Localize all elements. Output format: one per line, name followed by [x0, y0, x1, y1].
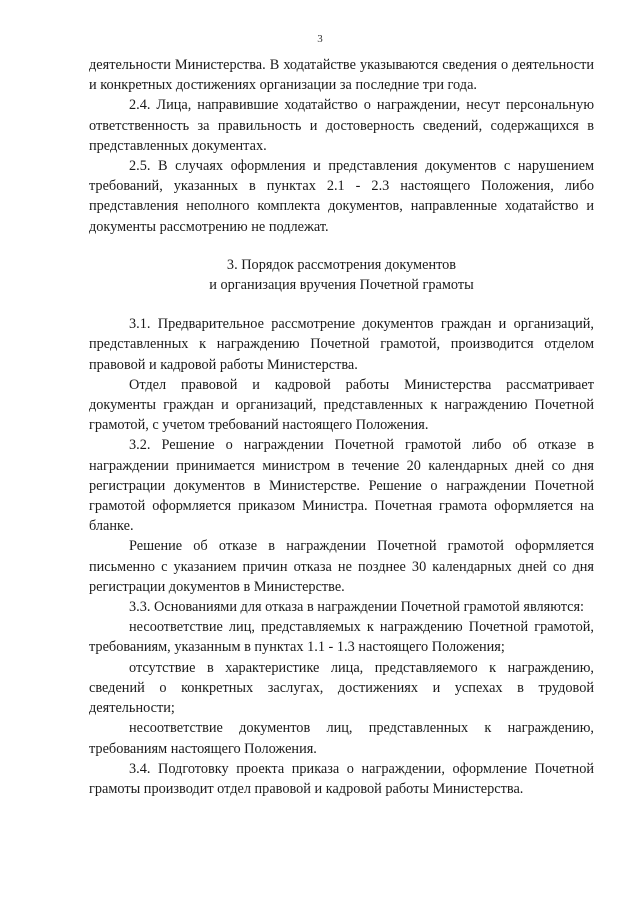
page-number: 3 — [317, 33, 323, 45]
list-item-refusal-reason: несоответствие документов лиц, представленных к награждению, требованиям настоящего Положения. — [89, 720, 594, 757]
document-body — [89, 55, 594, 799]
paragraph-2-4: 2.4. Лица, направившие ходатайство о награждении, несут персональную ответственность за правильность и достоверность сведений, содержащихся в представленных документах. — [89, 97, 594, 154]
section-3-body — [89, 314, 594, 799]
paragraph-3-2-refusal: Решение об отказе в награждении Почетной грамотой оформляется письменно с указанием причин отказа не позднее 30 календарных дней со дня регистрации документов в Министерстве. — [89, 538, 594, 595]
paragraph-3-2: 3.2. Решение о награждении Почетной грамотой либо об отказе в награждении принимается министром в течение 20 календарных дней со дня регистрации документов в Министерстве. Решение о награждении Почетной грамотой оформляется приказом Министра. Почетная грамота оформляется на бланке. — [89, 437, 594, 535]
section-heading-line-2: и организация вручения Почетной грамоты — [209, 277, 474, 294]
list-item-refusal-reason: отсутствие в характеристике лица, представляемого к награждению, сведений о конкретных заслугах, достижениях и успехах в трудовой деятельности; — [89, 659, 594, 717]
paragraph-3-1: 3.1. Предварительное рассмотрение документов граждан и организаций, представленных к награждению Почетной грамотой, производится отделом правовой и кадровой работы Министерства. — [89, 316, 594, 373]
paragraph-3-3: 3.3. Основаниями для отказа в награждении Почетной грамотой являются: — [129, 599, 585, 616]
section-heading — [89, 255, 594, 295]
list-item-refusal-reason: несоответствие лиц, представляемых к награждению Почетной грамотой, требованиям, указанным в пунктах 1.1 - 1.3 настоящего Положения; — [89, 619, 594, 656]
paragraph-continuation: деятельности Министерства. В ходатайстве указываются сведения о деятельности и конкретных достижениях организации за последние три года. — [89, 57, 594, 94]
paragraph-2-5: 2.5. В случаях оформления и представления документов с нарушением требований, указанных в пунктах 2.1 - 2.3 настоящего Положения, либо представления неполного комплекта документов, направленные ходатайство и документы рассмотрению не подлежат. — [89, 158, 594, 235]
section-heading-line-1: 3. Порядок рассмотрения документов — [226, 256, 457, 273]
paragraph-3-4: 3.4. Подготовку проекта приказа о награждении, оформление Почетной грамоты производит отдел правовой и кадровой работы Министерства. — [89, 760, 594, 797]
paragraph-3-1-review: Отдел правовой и кадровой работы Министерства рассматривает документы граждан и организаций, представленных к награждению Почетной грамотой, с учетом требований настоящего Положения. — [89, 376, 594, 434]
